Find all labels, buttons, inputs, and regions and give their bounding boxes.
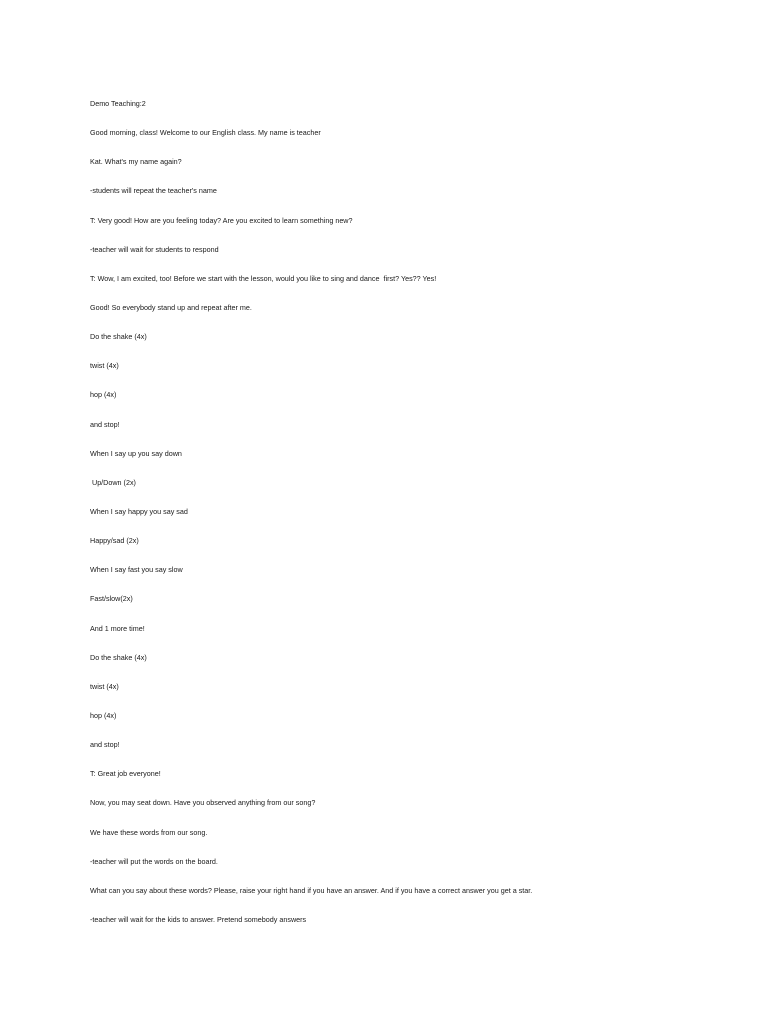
text-line: Happy/sad (2x) [90,536,139,546]
text-line: -teacher will put the words on the board. [90,856,218,866]
text-line: hop (4x) [90,710,117,720]
text-line: T: Very good! How are you feeling today? Are you excited to learn something new? [90,215,353,225]
text-line: -teacher will wait for students to respond [90,244,219,254]
text-line: T: Great job everyone! [90,769,161,779]
text-line: twist (4x) [90,681,119,691]
text-line: When I say fast you say slow [90,565,183,575]
text-line: and stop! [90,740,120,750]
text-line: Kat. What's my name again? [90,157,182,167]
text-line: and stop! [90,419,120,429]
document-body [90,99,730,944]
text-line: Fast/slow(2x) [90,594,133,604]
text-line: Up/Down (2x) [90,477,136,487]
document-title: Demo Teaching:2 [90,99,146,108]
text-line: And 1 more time! [90,623,145,633]
text-line: What can you say about these words? Please, raise your right hand if you have an answer. And if you have a correct answer you get a star. [90,885,533,895]
text-line: Good morning, class! Welcome to our English class. My name is teacher [90,128,321,138]
text-line: Do the shake (4x) [90,332,147,342]
text-line: -students will repeat the teacher's name [90,186,217,196]
text-line: -teacher will wait for the kids to answer. Pretend somebody answers [90,914,307,924]
text-line: When I say up you say down [90,448,182,458]
text-line: twist (4x) [90,361,119,371]
text-line: Do the shake (4x) [90,652,147,662]
text-line: When I say happy you say sad [90,506,188,516]
text-line: T: Wow, I am excited, too! Before we start with the lesson, would you like to sing and dance first? Yes?? Yes! [90,273,437,283]
text-line: Good! So everybody stand up and repeat after me. [90,302,252,312]
text-line: hop (4x) [90,390,117,400]
text-line: We have these words from our song. [90,827,208,837]
text-line: Now, you may seat down. Have you observed anything from our song? [90,798,316,808]
